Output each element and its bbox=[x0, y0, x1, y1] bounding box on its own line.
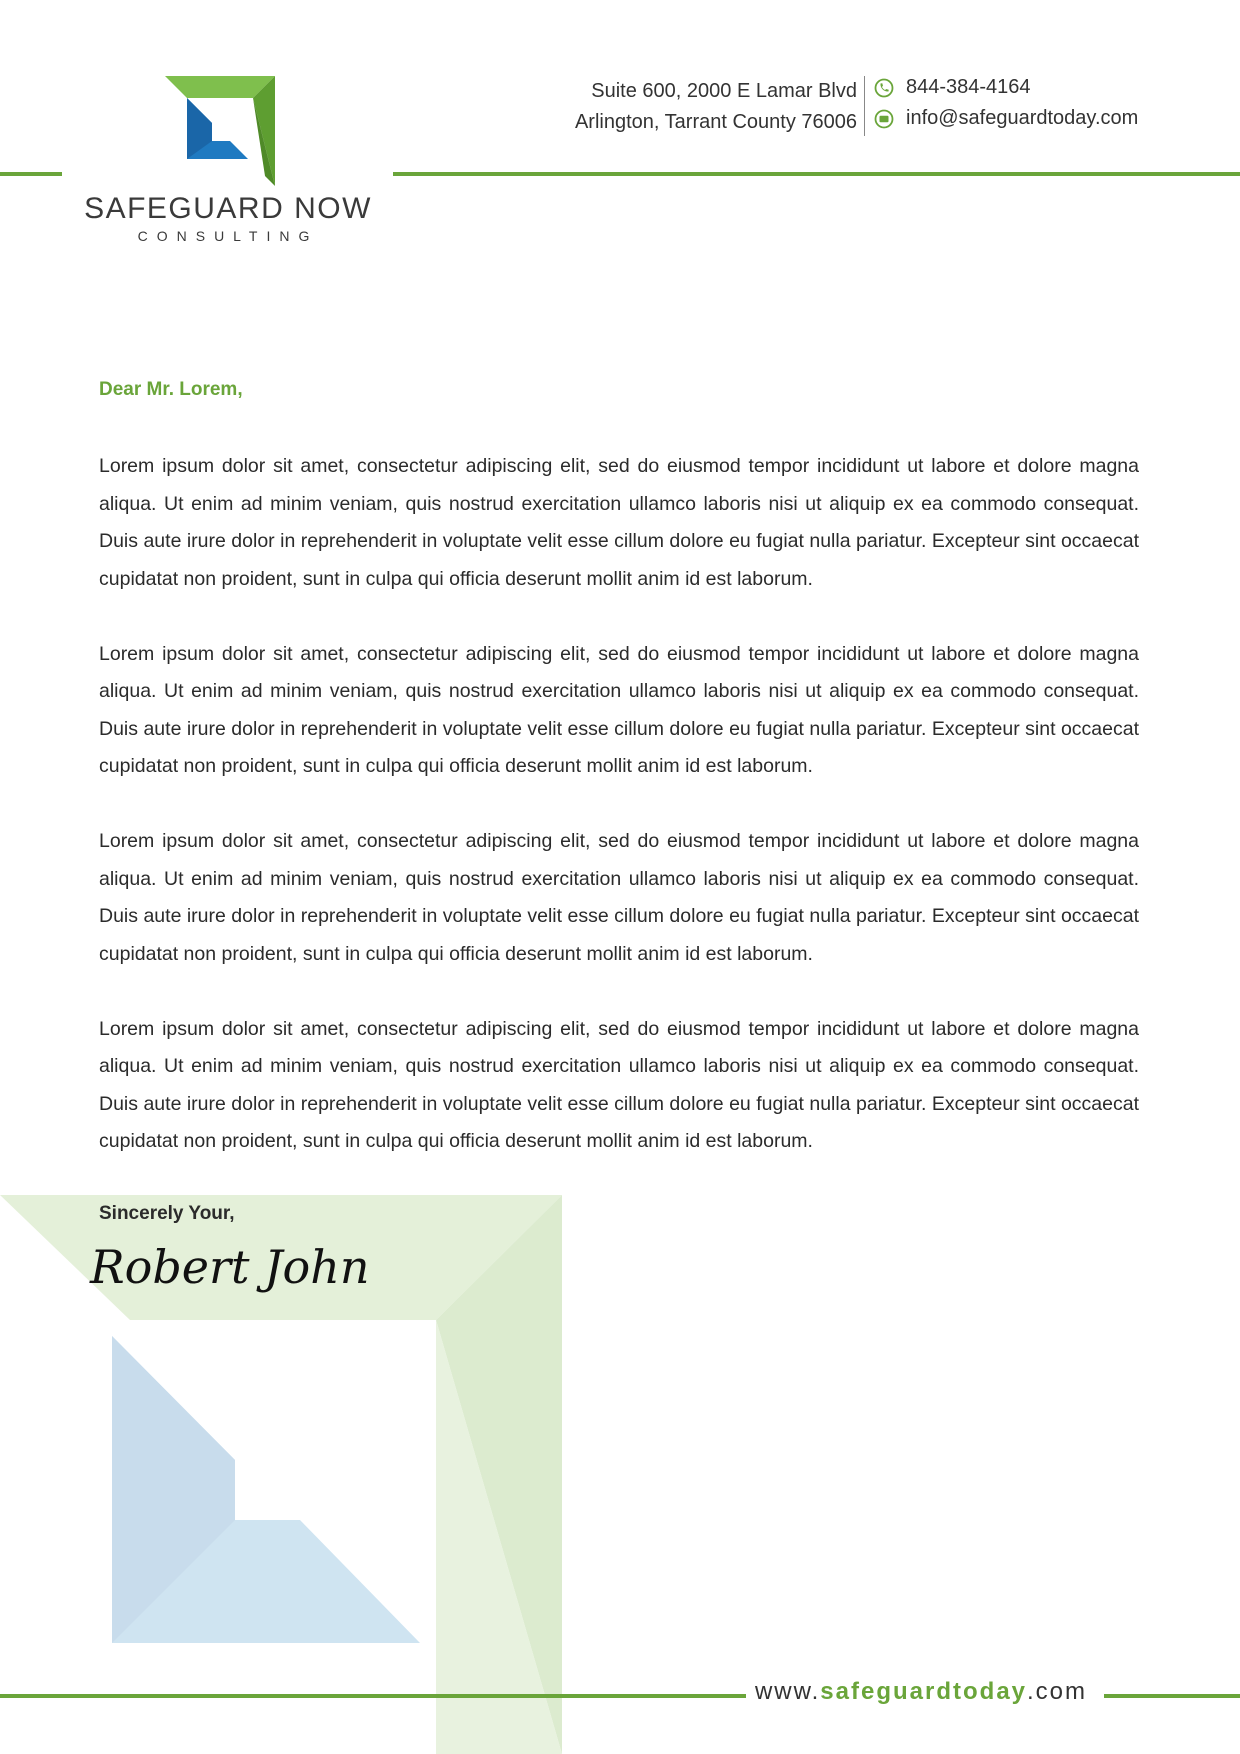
header-rule-right bbox=[393, 172, 1240, 176]
body-paragraph: Lorem ipsum dolor sit amet, consectetur adipiscing elit, sed do eiusmod tempor incididunt ut labore et dolore magna aliqua. Ut enim ad minim veniam, quis nostrud exercitation ullamco laboris nisi ut aliquip ex ea commodo consequat. Duis aute irure dolor in reprehenderit in voluptate velit esse cillum dolore eu fugiat nulla pariatur. Excepteur sint occaecat cupidatat non proident, sunt in culpa qui officia deserunt mollit anim id est laborum. bbox=[99, 830, 1139, 965]
body-paragraph: Lorem ipsum dolor sit amet, consectetur adipiscing elit, sed do eiusmod tempor incididunt ut labore et dolore magna aliqua. Ut enim ad minim veniam, quis nostrud exercitation ullamco laboris nisi ut aliquip ex ea commodo consequat. Duis aute irure dolor in reprehenderit in voluptate velit esse cillum dolore eu fugiat nulla pariatur. Excepteur sint occaecat cupidatat non proident, sunt in culpa qui officia deserunt mollit anim id est laborum. bbox=[99, 1017, 1139, 1152]
letter-greeting: Dear Mr. Lorem, bbox=[99, 379, 243, 400]
logo-company-name: SAFEGUARD NOW bbox=[84, 192, 372, 225]
address-line-1: Suite 600, 2000 E Lamar Blvd bbox=[591, 80, 857, 102]
body-paragraph: Lorem ipsum dolor sit amet, consectetur adipiscing elit, sed do eiusmod tempor incididunt ut labore et dolore magna aliqua. Ut enim ad minim veniam, quis nostrud exercitation ullamco laboris nisi ut aliquip ex ea commodo consequat. Duis aute irure dolor in reprehenderit in voluptate velit esse cillum dolore eu fugiat nulla pariatur. Excepteur sint occaecat cupidatat non proident, sunt in culpa qui officia deserunt mollit anim id est laborum. bbox=[99, 642, 1139, 777]
safeguard-logo-icon bbox=[165, 76, 275, 186]
contact-divider bbox=[864, 76, 865, 136]
signature: Robert John bbox=[90, 1240, 370, 1294]
letter-closing: Sincerely Your, bbox=[99, 1203, 235, 1224]
footer-rule-right bbox=[1104, 1694, 1240, 1698]
phone-number: 844-384-4164 bbox=[906, 76, 1031, 98]
header-rule-left bbox=[0, 172, 62, 176]
address-line-2: Arlington, Tarrant County 76006 bbox=[574, 111, 857, 133]
letter-body bbox=[99, 448, 1139, 1198]
phone-icon bbox=[874, 78, 894, 98]
logo-tagline: CONSULTING bbox=[137, 228, 319, 244]
footer-rule-left bbox=[0, 1694, 746, 1698]
body-paragraph: Lorem ipsum dolor sit amet, consectetur adipiscing elit, sed do eiusmod tempor incididunt ut labore et dolore magna aliqua. Ut enim ad minim veniam, quis nostrud exercitation ullamco laboris nisi ut aliquip ex ea commodo consequat. Duis aute irure dolor in reprehenderit in voluptate velit esse cillum dolore eu fugiat nulla pariatur. Excepteur sint occaecat cupidatat non proident, sunt in culpa qui officia deserunt mollit anim id est laborum. bbox=[99, 455, 1139, 590]
footer-web-domain: safeguardtoday bbox=[820, 1678, 1028, 1705]
email-row bbox=[874, 107, 1138, 130]
email-icon bbox=[874, 109, 894, 129]
footer-web-suffix: .com bbox=[1027, 1678, 1088, 1705]
phone-row bbox=[874, 76, 1031, 99]
footer-website bbox=[746, 1678, 1096, 1706]
company-address bbox=[575, 76, 857, 138]
footer-web-prefix: www. bbox=[754, 1678, 821, 1705]
email-address: info@safeguardtoday.com bbox=[906, 107, 1139, 129]
